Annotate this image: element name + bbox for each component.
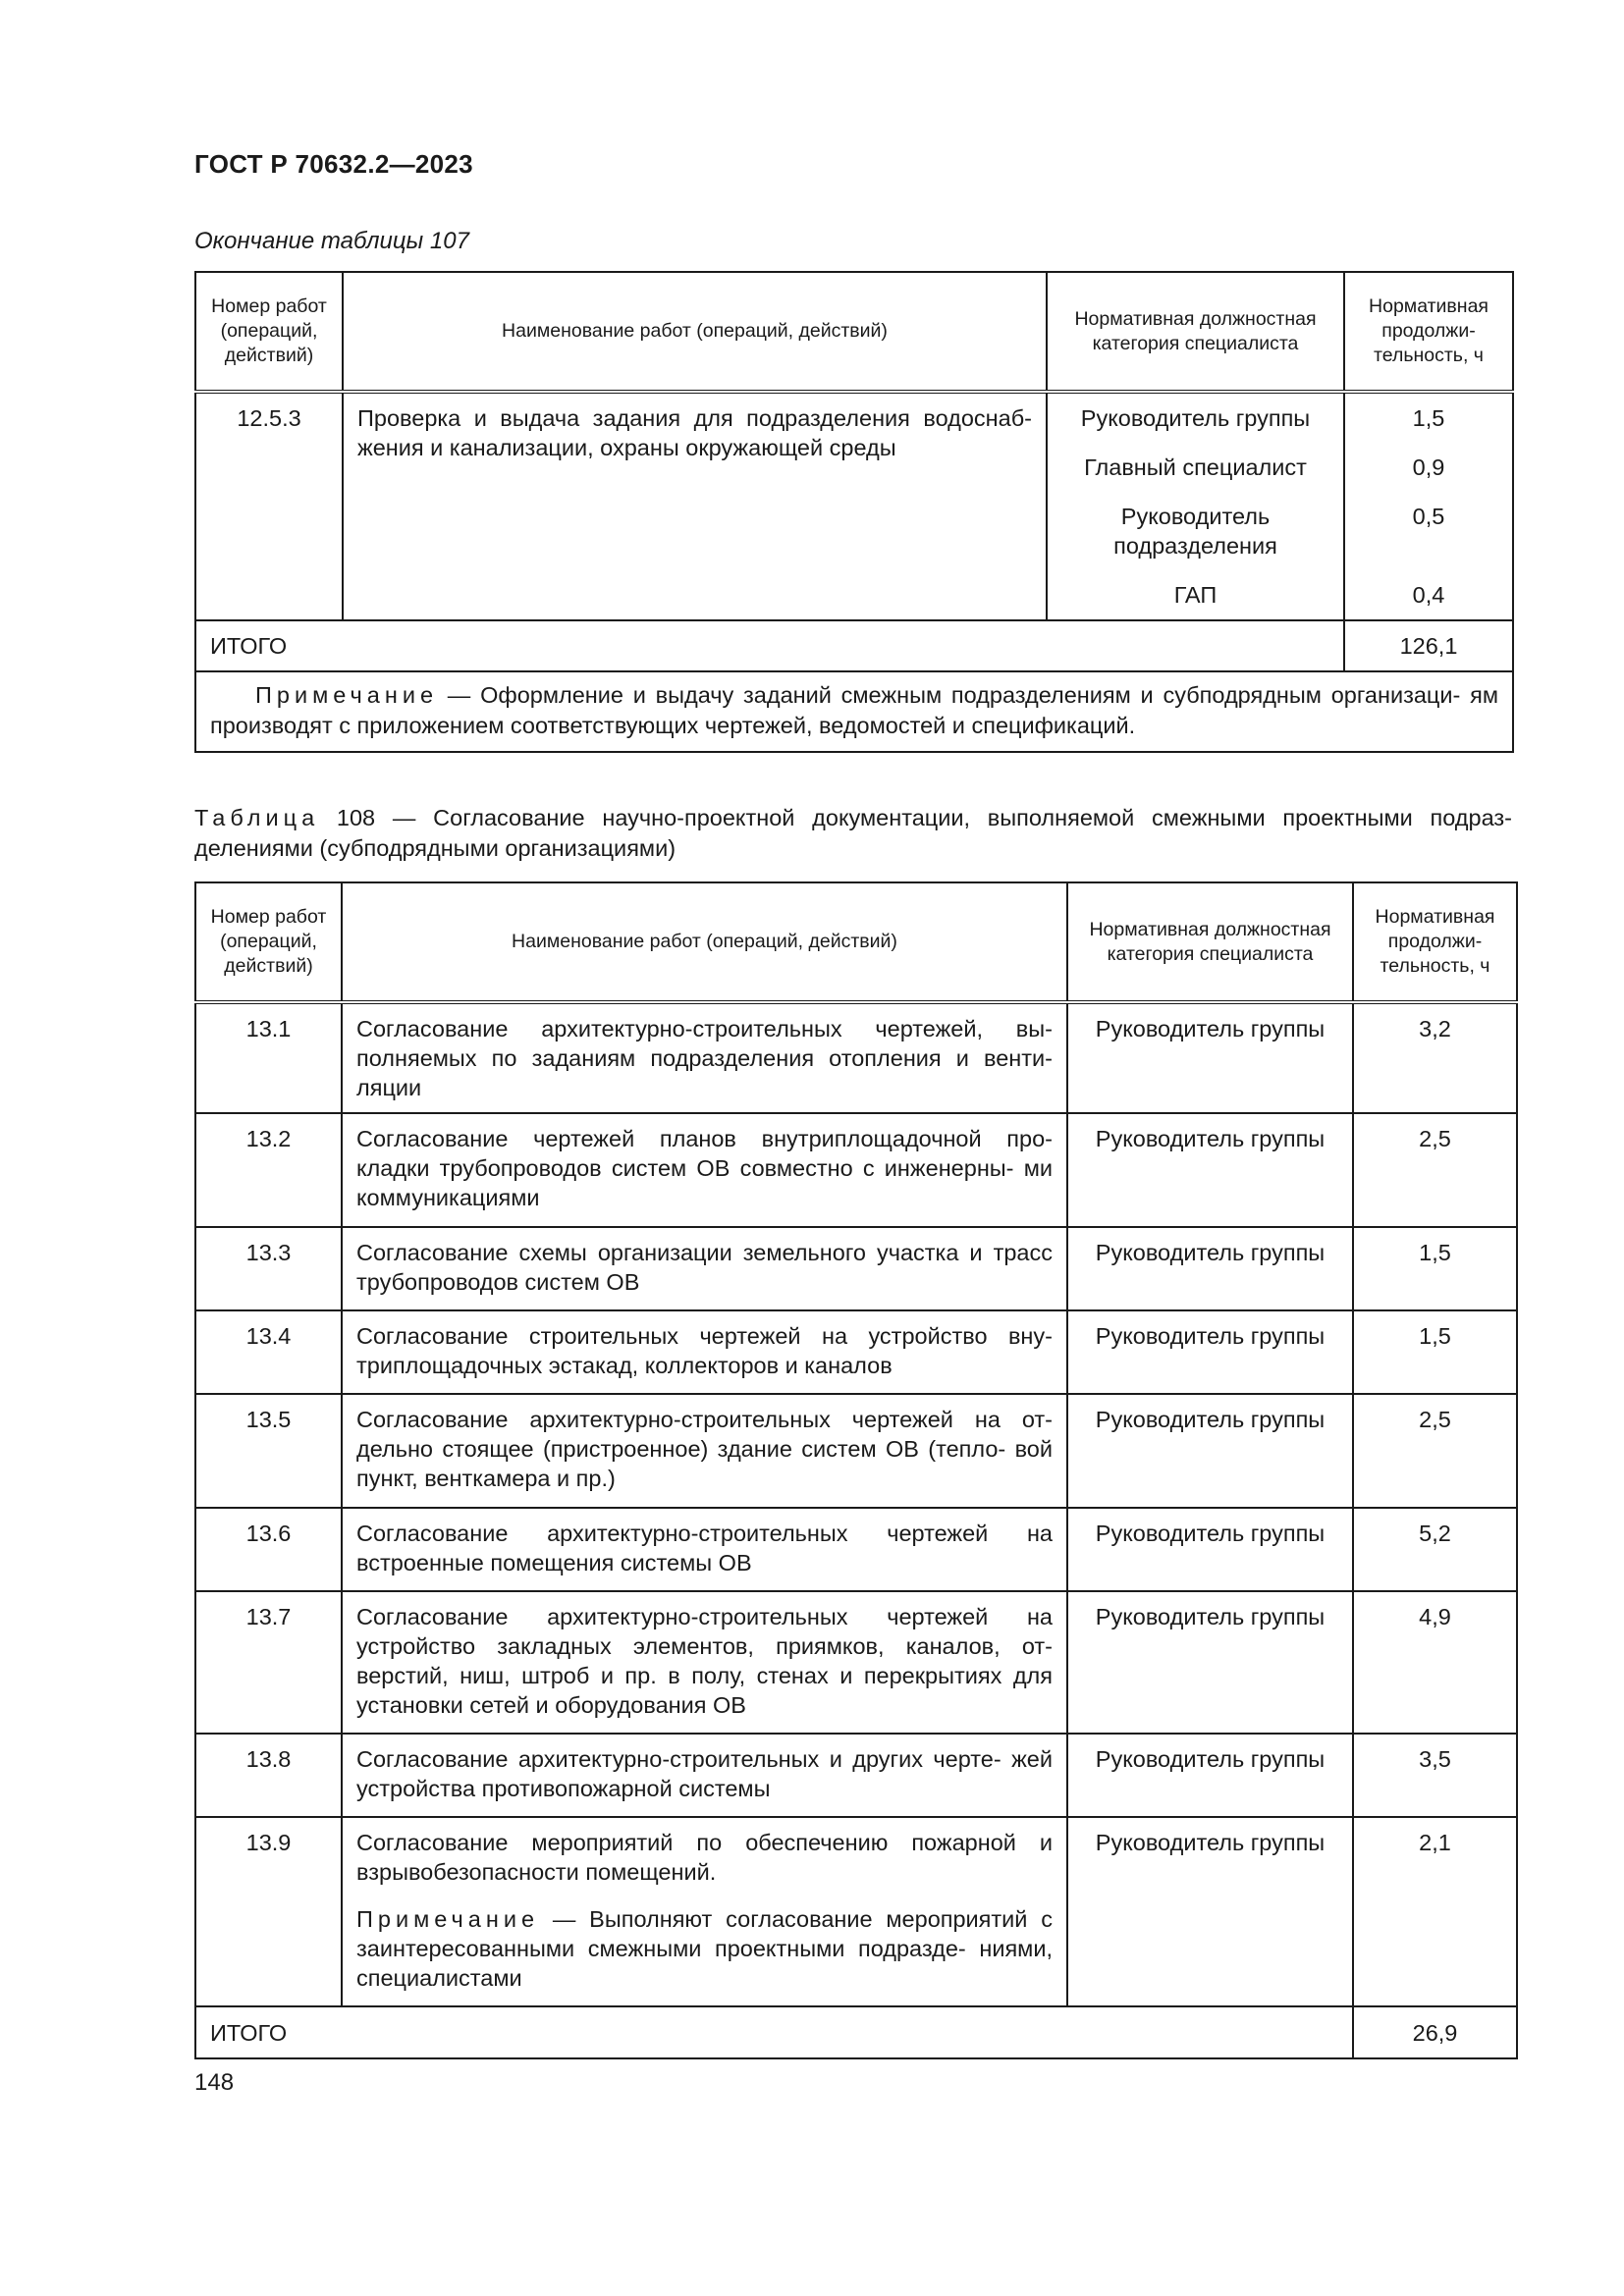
table-107 — [194, 271, 1514, 753]
row-categories — [1047, 392, 1344, 620]
row-name: Согласование чертежей планов внутриплощадочной про- кладки трубопроводов систем ОВ совместно с инженерны- ми коммуникациями — [342, 1113, 1067, 1227]
row-category: Руководитель группы — [1067, 1394, 1353, 1508]
row-category: Руководитель группы — [1067, 1591, 1353, 1734]
row-number: 13.9 — [195, 1817, 342, 2006]
total-value: 26,9 — [1353, 2006, 1517, 2058]
category-item: Руководитель подразделения — [1113, 504, 1277, 559]
table-row — [195, 1227, 1517, 1310]
duration-item: 1,5 — [1412, 405, 1445, 431]
table-row — [195, 1394, 1517, 1508]
row-category: Руководитель группы — [1067, 1002, 1353, 1113]
row-category: Руководитель группы — [1067, 1310, 1353, 1394]
col-header-category: Нормативная должностная категория специалиста — [1067, 882, 1353, 1002]
total-label: ИТОГО — [195, 2006, 1353, 2058]
table-108 — [194, 881, 1518, 2059]
row-duration: 2,1 — [1353, 1817, 1517, 2006]
col-header-category: Нормативная должностная категория специалиста — [1047, 272, 1344, 392]
row-durations — [1344, 392, 1513, 620]
row-name: Согласование архитектурно-строительных чертежей на встроенные помещения системы ОВ — [342, 1508, 1067, 1591]
total-row — [195, 620, 1513, 671]
col-header-number: Номер работ (операций, действий) — [195, 272, 343, 392]
row-number: 13.2 — [195, 1113, 342, 1227]
col-header-name: Наименование работ (операций, действий) — [342, 882, 1067, 1002]
row-category: Руководитель группы — [1067, 1508, 1353, 1591]
duration-item: 0,9 — [1412, 454, 1445, 480]
row-name: Согласование архитектурно-строительных чертежей на устройство закладных элементов, приямков, каналов, от- верстий, ниш, штроб и пр. в полу, стенах и перекрытиях для установки сетей и оборудования ОВ — [342, 1591, 1067, 1734]
table-row — [195, 1002, 1517, 1113]
total-row — [195, 2006, 1517, 2058]
total-label: ИТОГО — [195, 620, 1344, 671]
row-name: Согласование архитектурно-строительных чертежей, вы- полняемых по заданиям подразделения отопления и венти- ляции — [342, 1002, 1067, 1113]
row-duration: 5,2 — [1353, 1508, 1517, 1591]
row-number: 13.3 — [195, 1227, 342, 1310]
row-name: Согласование мероприятий по обеспечению пожарной и взрывобезопасности помещений. — [356, 1830, 1053, 1885]
row-duration: 2,5 — [1353, 1394, 1517, 1508]
row-duration: 2,5 — [1353, 1113, 1517, 1227]
table-row — [195, 1734, 1517, 1817]
note-text: — Оформление и выдачу заданий смежным подразделениям и субподрядным организаци- ям производят с приложением соответствующих чертежей, ведомостей и спецификаций. — [210, 682, 1498, 738]
duration-item: 0,4 — [1412, 582, 1445, 608]
table-row — [195, 392, 1513, 620]
row-name: Согласование архитектурно-строительных и других черте- жей устройства противопожарной системы — [342, 1734, 1067, 1817]
row-name: Согласование архитектурно-строительных чертежей на от- дельно стоящее (пристроенное) здание систем ОВ (тепло- вой пункт, венткамера и пр.) — [342, 1394, 1067, 1508]
table108-caption — [194, 803, 1512, 864]
row-category: Руководитель группы — [1067, 1817, 1353, 2006]
table-row — [195, 1310, 1517, 1394]
document-code: ГОСТ Р 70632.2—2023 — [194, 149, 473, 179]
row-duration: 3,5 — [1353, 1734, 1517, 1817]
row-name-with-note — [342, 1817, 1067, 2006]
total-value: 126,1 — [1344, 620, 1513, 671]
row-note-text: — Выполняют согласование мероприятий с заинтересованными смежными проектными подразде- ниями, специалистами — [356, 1906, 1053, 1991]
row-number: 12.5.3 — [195, 392, 343, 620]
table108-caption-label: Таблица — [194, 805, 320, 830]
row-category: Руководитель группы — [1067, 1227, 1353, 1310]
category-item: Руководитель группы — [1080, 405, 1311, 431]
row-number: 13.4 — [195, 1310, 342, 1394]
row-number: 13.1 — [195, 1002, 342, 1113]
category-item: Главный специалист — [1084, 454, 1307, 480]
row-duration: 1,5 — [1353, 1310, 1517, 1394]
row-name: Проверка и выдача задания для подразделения водоснаб- жения и канализации, охраны окружающей среды — [343, 392, 1047, 620]
row-duration: 4,9 — [1353, 1591, 1517, 1734]
row-note-label: Примечание — [356, 1906, 540, 1932]
note-label: Примечание — [255, 682, 439, 708]
note-row — [195, 671, 1513, 752]
table107-caption: Окончание таблицы 107 — [194, 228, 469, 254]
row-name: Согласование строительных чертежей на устройство вну- триплощадочных эстакад, коллекторов и каналов — [342, 1310, 1067, 1394]
col-header-duration: Нормативная продолжи- тельность, ч — [1344, 272, 1513, 392]
col-header-name: Наименование работ (операций, действий) — [343, 272, 1047, 392]
row-number: 13.5 — [195, 1394, 342, 1508]
col-header-number: Номер работ (операций, действий) — [195, 882, 342, 1002]
table-row — [195, 1591, 1517, 1734]
row-duration: 3,2 — [1353, 1002, 1517, 1113]
row-number: 13.6 — [195, 1508, 342, 1591]
category-item: ГАП — [1173, 582, 1218, 608]
row-name: Согласование схемы организации земельного участка и трасс трубопроводов систем ОВ — [342, 1227, 1067, 1310]
table-row — [195, 1113, 1517, 1227]
table-row — [195, 1508, 1517, 1591]
page-number: 148 — [194, 2069, 235, 2096]
row-number: 13.7 — [195, 1591, 342, 1734]
row-note — [356, 1904, 1053, 1993]
note-cell — [195, 671, 1513, 752]
row-number: 13.8 — [195, 1734, 342, 1817]
row-duration: 1,5 — [1353, 1227, 1517, 1310]
table108-caption-text: 108 — Согласование научно-проектной документации, выполняемой смежными проектными подраз- делениями (субподрядными организациями) — [194, 805, 1512, 861]
col-header-duration: Нормативная продолжи- тельность, ч — [1353, 882, 1517, 1002]
row-category: Руководитель группы — [1067, 1734, 1353, 1817]
table-row — [195, 1817, 1517, 2006]
duration-item: 0,5 — [1412, 504, 1445, 529]
row-category: Руководитель группы — [1067, 1113, 1353, 1227]
